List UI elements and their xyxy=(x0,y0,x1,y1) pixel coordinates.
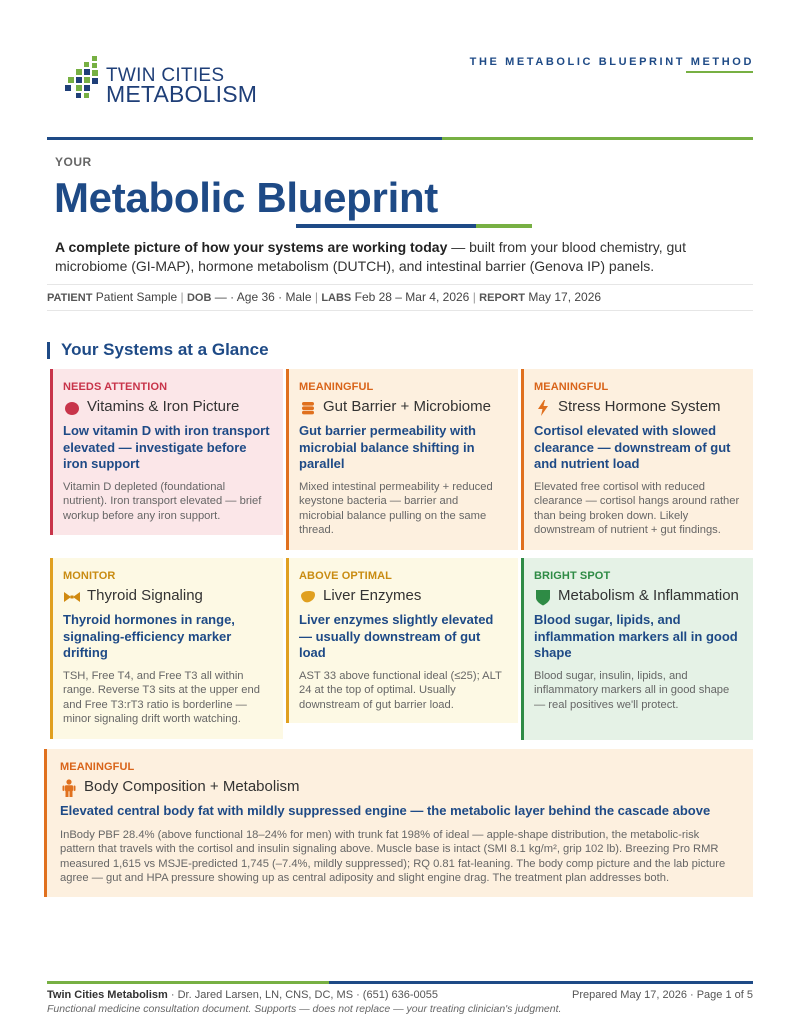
card-subtitle: Liver enzymes slightly elevated — usually downstream of gut load xyxy=(299,612,494,660)
page-title: Metabolic Blueprint xyxy=(54,174,438,221)
card-border xyxy=(44,749,47,897)
footer-org: Twin Cities Metabolism xyxy=(47,989,168,1001)
card-subtitle: Cortisol elevated with slowed clearance — downstream of gut and nutrient load xyxy=(534,423,731,471)
status-label: BRIGHT SPOT xyxy=(534,570,611,582)
method-underline xyxy=(686,71,753,73)
separator: | xyxy=(180,290,184,304)
card-title: Stress Hormone System xyxy=(558,398,721,415)
card-stress-hormone xyxy=(521,369,753,550)
card-body: TSH, Free T4, and Free T3 all within range. Reverse T3 sits at the upper end and Free T3:rT3 ratio is borderline — minor signaling drift worth watching. xyxy=(63,669,260,725)
divider xyxy=(47,310,753,311)
card-thyroid xyxy=(50,558,283,739)
card-body: Vitamin D depleted (foundational nutrient). Iron transport elevated — brief workup before any iron support. xyxy=(63,480,262,522)
card-border xyxy=(286,369,289,550)
title-underline xyxy=(296,224,532,228)
card-vitamins-iron xyxy=(50,369,283,535)
card-title: Vitamins & Iron Picture xyxy=(87,398,240,415)
card-title: Body Composition + Metabolism xyxy=(84,778,300,795)
intro-rest: — built from your blood chemistry, gut microbiome (GI-MAP), hormone metabolism (DUTCH), and intestinal barrier (Genova IP) panels. xyxy=(55,239,686,274)
card-body: Blood sugar, insulin, lipids, and inflammatory markers all in good shape — real positives we'll protect. xyxy=(534,669,730,711)
report-value: May 17, 2026 xyxy=(528,290,602,304)
card-body: Mixed intestinal permeability + reduced keystone bacteria — barrier and microbial balance pulling on the same thread. xyxy=(299,480,493,536)
card-subtitle: Gut barrier permeability with microbial balance shifting in parallel xyxy=(299,423,476,471)
card-border xyxy=(521,369,524,550)
liver-icon xyxy=(299,588,317,606)
intro-bold: A complete picture of how your systems are working today xyxy=(55,239,448,255)
card-body: InBody PBF 28.4% (above functional 18–24% for men) with trunk fat 198% of ideal — apple-shape distribution, the metabolic-risk pattern that travels with the cortisol and insulin signaling above. Muscle base is intact (SMI 8.1 kg/m², grip 102 lb). Breezing Pro RMR measured 1,615 vs MSJE-predicted 1,745 (–7.4%, mildly suppressed); RQ 0.81 fat-leaning. The body comp picture and the lab picture agree — gut and HPA pressure showing up as central adiposity and slight engine drag. The treatment plan addresses both. xyxy=(60,828,726,884)
logo-line-1: TWIN CITIES xyxy=(106,65,225,86)
card-subtitle: Elevated central body fat with mildly suppressed engine — the metabolic layer behind the cascade above xyxy=(60,803,711,818)
status-label: MEANINGFUL xyxy=(534,381,609,393)
card-subtitle: Thyroid hormones in range, signaling-efficiency marker drifting xyxy=(63,612,235,660)
labs-value: Feb 28 – Mar 4, 2026 xyxy=(354,290,470,304)
footer-page-info: Prepared May 17, 2026 · Page 1 of 5 xyxy=(571,989,753,1001)
blood-drop-icon xyxy=(63,399,81,417)
company-logo xyxy=(62,54,282,106)
title-kicker: YOUR xyxy=(55,155,92,169)
status-label: NEEDS ATTENTION xyxy=(63,381,168,393)
card-body-composition xyxy=(44,749,753,897)
patient-key: PATIENT xyxy=(47,292,93,304)
footer-rule xyxy=(47,981,753,984)
footer-disclaimer: Functional medicine consultation document. Supports — does not replace — your treating clinician's judgment. xyxy=(47,1003,562,1015)
card-body: Elevated free cortisol with reduced clearance — cortisol hangs around rather than being broken down. Likely downstream of nutrient + gut findings. xyxy=(534,480,740,536)
card-body: AST 33 above functional ideal (≤25); ALT 24 at the top of optimal. Usually downstream of gut barrier load. xyxy=(299,669,502,711)
footer-contact xyxy=(47,989,438,1001)
card-title: Gut Barrier + Microbiome xyxy=(323,398,491,415)
card-gut-barrier xyxy=(286,369,518,550)
body-icon xyxy=(60,779,78,797)
patient-value: Patient Sample xyxy=(95,290,178,304)
card-subtitle: Blood sugar, lipids, and inflammation markers all in good shape xyxy=(534,612,738,660)
card-title: Thyroid Signaling xyxy=(87,587,203,604)
dob-value: — · Age 36 · Male xyxy=(214,290,312,304)
card-subtitle: Low vitamin D with iron transport elevated — investigate before iron support xyxy=(63,423,270,471)
card-border xyxy=(50,369,53,535)
status-label: MONITOR xyxy=(63,570,116,582)
footer-contact-text: · Dr. Jared Larsen, LN, CNS, DC, MS · (651) 636-0055 xyxy=(167,989,439,1001)
section-accent-bar xyxy=(47,342,50,359)
shield-icon xyxy=(534,588,552,606)
status-label: MEANINGFUL xyxy=(60,761,135,773)
header-rule xyxy=(47,137,753,140)
labs-key: LABS xyxy=(321,292,352,304)
card-liver xyxy=(286,558,518,723)
dob-key: DOB xyxy=(186,292,212,304)
divider xyxy=(47,284,753,285)
card-title: Metabolism & Inflammation xyxy=(558,587,739,604)
card-border xyxy=(50,558,53,739)
gut-icon xyxy=(299,399,317,417)
patient-info xyxy=(47,290,601,304)
report-key: REPORT xyxy=(479,292,526,304)
thyroid-icon xyxy=(63,588,81,606)
logo-line-2: METABOLISM xyxy=(106,81,258,107)
separator: | xyxy=(472,290,476,304)
separator: | xyxy=(314,290,318,304)
status-label: MEANINGFUL xyxy=(299,381,374,393)
card-metabolism-inflammation xyxy=(521,558,753,740)
card-border xyxy=(286,558,289,723)
card-border xyxy=(521,558,524,740)
intro-paragraph xyxy=(55,238,745,276)
logo-mark-icon xyxy=(62,54,104,102)
lightning-icon xyxy=(534,399,552,417)
section-heading xyxy=(47,340,269,360)
section-title: Your Systems at a Glance xyxy=(61,340,269,359)
card-title: Liver Enzymes xyxy=(323,587,422,604)
method-label: THE METABOLIC BLUEPRINT METHOD xyxy=(469,56,754,68)
status-label: ABOVE OPTIMAL xyxy=(299,570,392,582)
